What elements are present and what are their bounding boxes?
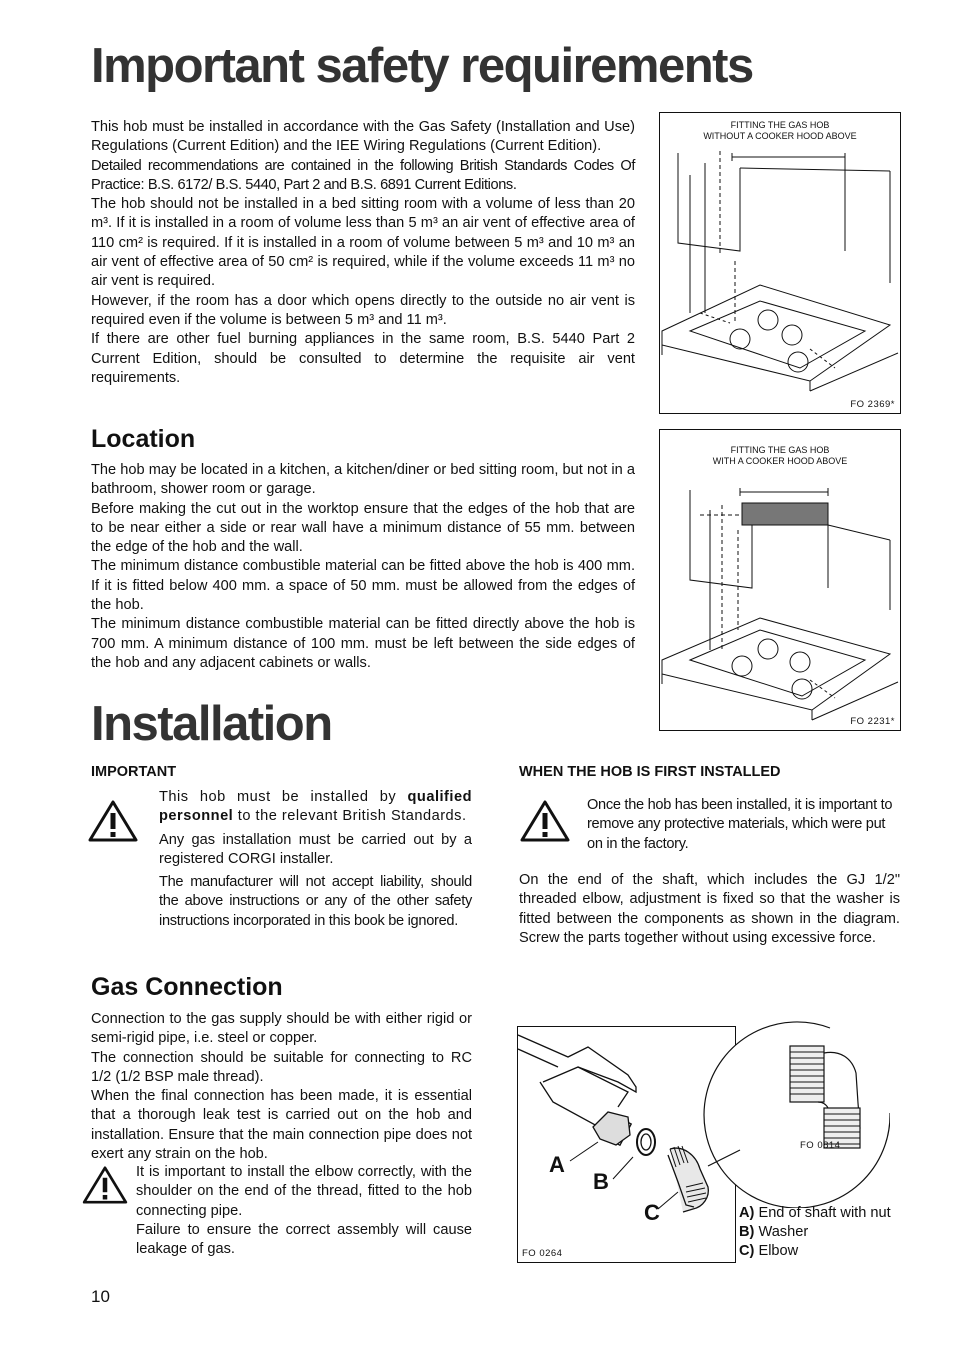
gas-warning-1: It is important to install the elbow correctly, with the shoulder on the end of the thread, fitted to the hob connecting pipe. xyxy=(136,1164,472,1219)
location-paragraph-3: The minimum distance combustible material can be fitted above the hob is 400 mm. If it is fitted below 400 mm. a space of 50 mm. must be allowed from the edges of the hob. xyxy=(91,558,635,614)
shaft-text: On the end of the shaft, which includes the GJ 1/2" threaded elbow, adjustment is fixed so that the washer is fitted between the components as shown in the diagram. Screw the parts together without using excessive force. xyxy=(519,872,900,946)
important-paragraph-3: The manufacturer will not accept liability, should the above instructions or any of the other safety instructions incorporated in this book be ignored. xyxy=(159,874,472,929)
legend-key-a: A) xyxy=(739,1205,755,1221)
location-paragraph-1: The hob may be located in a kitchen, a kitchen/diner or bed sitting room, but not in a bathroom, shower room or garage. xyxy=(91,462,635,498)
hob-diagram-1 xyxy=(660,113,899,412)
legend-item-b xyxy=(739,1223,891,1242)
gas-paragraph-1: Connection to the gas supply should be with either rigid or semi-rigid pipe, i.e. steel or copper. xyxy=(91,1011,472,1047)
figure-ref-3: FO 0264 xyxy=(522,1248,563,1259)
first-installed-warning: Once the hob has been installed, it is important to remove any protective materials, which were put on in the factory. xyxy=(587,797,893,852)
intro-paragraph-3: The hob should not be installed in a bed sitting room with a volume of less than 20 m³. If it is installed in a room of volume less than 5 m³ an air vent of effective area of 110 cm² is required. If it is installed in a room of volume between 5 m³ and 10 m³ an air vent of effective area of 50 cm² is required, while if the volume exceeds 11 m³ no air vent is required. xyxy=(91,196,635,290)
important-p1-bold: qualified personnel xyxy=(159,789,472,825)
location-heading: Location xyxy=(91,425,196,453)
legend-text-a: End of shaft with nut xyxy=(754,1205,891,1221)
figure-caption-line-2: WITH A COOKER HOOD ABOVE xyxy=(712,456,848,466)
intro-paragraph-5: If there are other fuel burning appliances in the same room, B.S. 5440 Part 2 Current Edition, should be consulted to determine the requisite air vent requirements. xyxy=(91,331,635,386)
legend-key-b: B) xyxy=(739,1224,755,1240)
important-heading: IMPORTANT xyxy=(91,764,177,780)
first-installed-heading: WHEN THE HOB IS FIRST INSTALLED xyxy=(519,764,781,780)
location-text xyxy=(91,461,635,673)
figure-ref-2: FO 2231* xyxy=(850,716,895,727)
important-paragraph-2: Any gas installation must be carried out by a registered CORGI installer. xyxy=(159,831,472,867)
gas-connection-text xyxy=(91,1010,472,1164)
legend-text-b: Washer xyxy=(754,1224,809,1240)
warning-icon xyxy=(88,800,138,842)
legend-item-a xyxy=(739,1204,891,1223)
figure-hob-with-hood xyxy=(659,429,901,731)
page-title: Important safety requirements xyxy=(91,39,753,93)
elbow-inset xyxy=(700,1018,890,1208)
intro-paragraph-4: However, if the room has a door which opens directly to the outside no air vent is required even if the volume is between 5 m³ and 11 m³. xyxy=(91,292,635,328)
important-p1-pre: This hob must be installed by xyxy=(159,789,408,805)
label-a: A xyxy=(549,1152,565,1177)
gas-connection-heading: Gas Connection xyxy=(91,973,283,1001)
important-paragraph-1 xyxy=(159,788,472,827)
label-b: B xyxy=(593,1169,609,1194)
intro-paragraph-1: This hob must be installed in accordance with the Gas Safety (Installation and Use) Regulations (Current Edition) and the IEE Wiring Regulations (Current Edition). xyxy=(91,119,635,155)
diagram-legend xyxy=(739,1204,891,1261)
gas-paragraph-3: When the final connection has been made, it is essential that a thorough leak test is carried out on the hob and installation. Ensure that the main connection pipe does not exert any strain on the hob. xyxy=(91,1088,472,1163)
intro-text xyxy=(91,118,635,388)
gas-paragraph-2: The connection should be suitable for connecting to RC 1/2 (1/2 BSP male thread). xyxy=(91,1049,472,1085)
hob-diagram-2 xyxy=(660,430,899,729)
legend-text-c: Elbow xyxy=(754,1243,799,1259)
figure-ref-1: FO 2369* xyxy=(850,399,895,410)
important-text xyxy=(159,788,472,931)
important-p1-post: to the relevant British Standards. xyxy=(233,808,467,825)
gas-warning-2: Failure to ensure the correct assembly will cause leakage of gas. xyxy=(136,1221,472,1258)
warning-icon xyxy=(520,800,570,842)
page-number: 10 xyxy=(91,1287,110,1306)
legend-key-c: C) xyxy=(739,1243,755,1259)
inset-ref: FO 0814 xyxy=(800,1140,841,1151)
figure-caption-line-1: FITTING THE GAS HOB xyxy=(730,120,830,130)
legend-item-c xyxy=(739,1242,891,1261)
location-paragraph-2: Before making the cut out in the worktop ensure that the edges of the hob that are to be near either a side or rear wall have a minimum distance of 55 mm. between the edge of the hob and the wall. xyxy=(91,500,635,556)
label-c: C xyxy=(644,1200,660,1225)
installation-heading: Installation xyxy=(91,697,332,751)
gas-warning-text xyxy=(136,1163,472,1259)
elbow-inset-diagram xyxy=(700,1018,890,1208)
figure-caption-line-2: WITHOUT A COOKER HOOD ABOVE xyxy=(703,131,857,141)
figure-hob-without-hood xyxy=(659,112,901,414)
intro-paragraph-2: Detailed recommendations are contained in the following British Standards Codes Of Practice: B.S. 6172/ B.S. 5440, Part 2 and B.S. 6891 Current Editions. xyxy=(91,157,635,193)
warning-icon xyxy=(82,1166,128,1204)
location-paragraph-4: The minimum distance combustible material can be fitted directly above the hob is 700 mm. A minimum distance of 100 mm. must be left between the side edges of the hob and any adjacent cabinets or walls. xyxy=(91,616,635,671)
figure-caption-line-1: FITTING THE GAS HOB xyxy=(730,445,830,455)
